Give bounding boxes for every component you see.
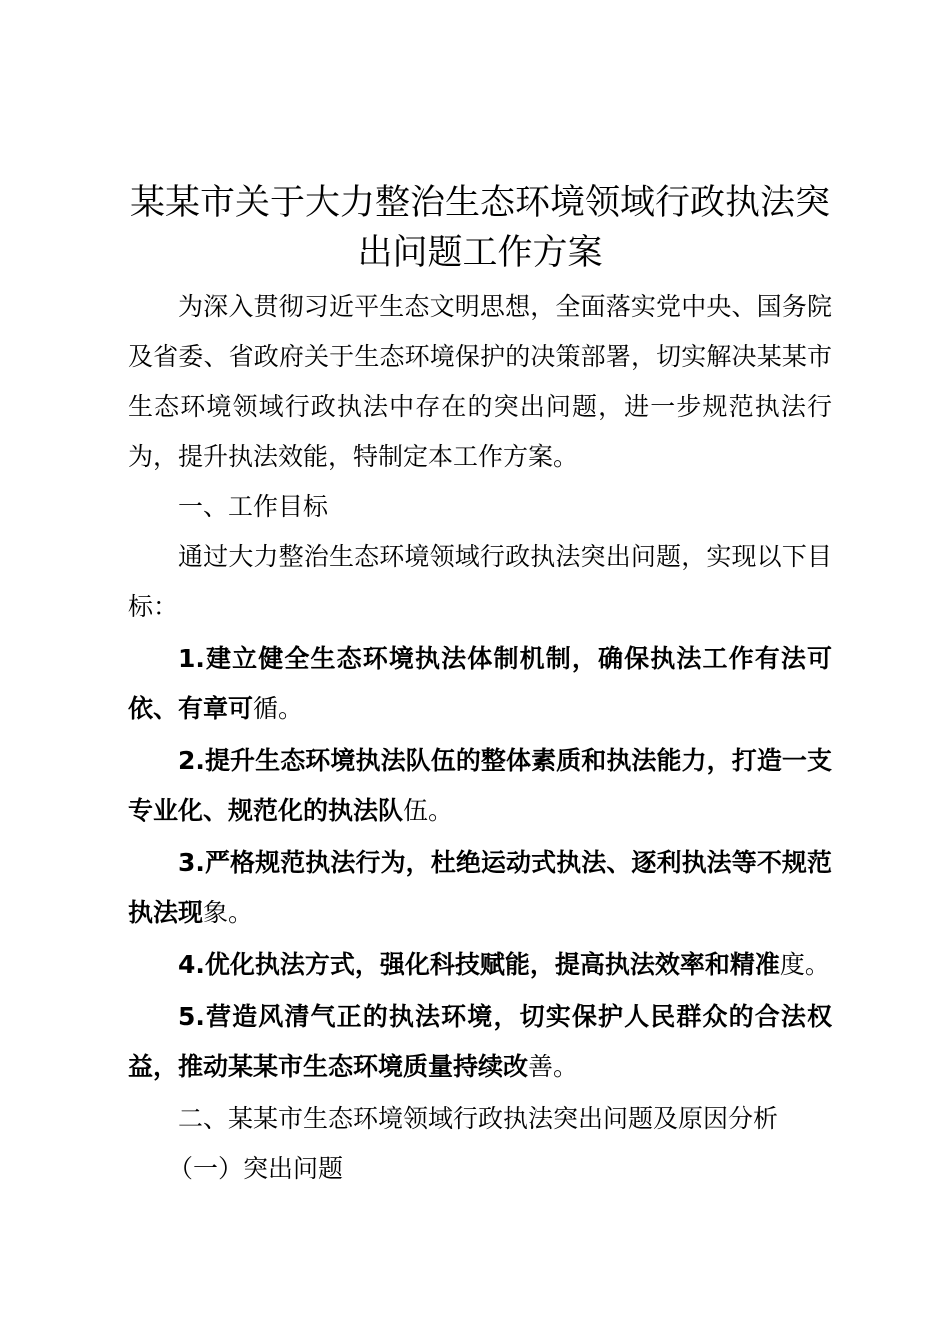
subsection-1-heading: （一）突出问题 [168,1154,344,1183]
goal-item [128,838,832,938]
section-1-heading: 一、工作目标 [178,492,329,521]
goal-text: 5.营造风清气正的执法环境，切实保护人民群众的合法权益，推动某某市生态环境质量持续改 [128,1002,832,1081]
goal-tail: 循。 [253,694,304,723]
goal-text: 4.优化执法方式，强化科技赋能，提高执法效率和精准 [178,950,780,979]
goal-item [128,992,832,1092]
goal-item [128,634,832,734]
goal-tail: 善。 [528,1052,579,1081]
goal-item [128,736,832,836]
section-2-heading: 二、某某市生态环境领域行政执法突出问题及原因分析 [178,1104,779,1133]
intro-paragraph: 为深入贯彻习近平生态文明思想，全面落实党中央、国务院及省委、省政府关于生态环境保护的决策部署，切实解决某某市生态环境领域行政执法中存在的突出问题，进一步规范执法行为，提升执法效能，特制定本工作方案。 [128,292,832,471]
goal-text: 1.建立健全生态环境执法体制机制，确保执法工作有法可依、有章可 [128,644,832,723]
goal-item [128,940,832,990]
section-1-intro: 通过大力整治生态环境领域行政执法突出问题，实现以下目标： [128,542,832,621]
document-title: 某某市关于大力整治生态环境领域行政执法突出问题工作方案 [129,183,830,273]
goal-text: 3.严格规范执法行为，杜绝运动式执法、逐利执法等不规范执法现 [128,848,832,927]
goal-tail: 伍。 [403,796,454,825]
goal-text: 2.提升生态环境执法队伍的整体素质和执法能力，打造一支专业化、规范化的执法队 [128,746,832,825]
goal-tail: 象。 [203,898,254,927]
document-page [128,178,832,1194]
goal-tail: 度。 [779,950,830,979]
